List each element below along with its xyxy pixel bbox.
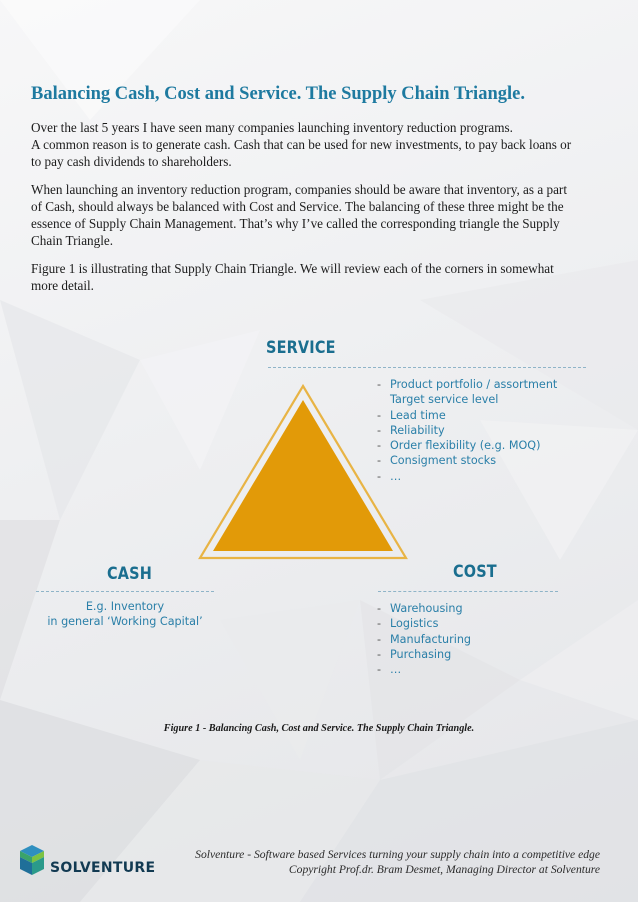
service-divider bbox=[268, 367, 586, 368]
bullet-dash: - bbox=[377, 423, 382, 437]
paragraph-3 bbox=[31, 260, 611, 294]
solventure-logo-icon bbox=[19, 845, 45, 875]
list-item-subtext: Target service level bbox=[390, 393, 499, 407]
paragraph-line: Over the last 5 years I have seen many companies launching inventory reduction programs. bbox=[31, 120, 513, 135]
list-item-text: Manufacturing bbox=[390, 632, 472, 646]
footer-line: Solventure - Software based Services turning your supply chain into a competitive edge bbox=[195, 848, 600, 861]
cash-description-line: E.g. Inventory bbox=[85, 600, 165, 613]
paragraph-line: more detail. bbox=[31, 278, 94, 293]
cost-list bbox=[377, 601, 471, 677]
list-item-text: Warehousing bbox=[390, 602, 463, 615]
paragraph-line: of Cash, should always be balanced with Cost and Service. The balancing of these three might be the bbox=[31, 199, 564, 214]
triangle-fill bbox=[213, 400, 393, 551]
list-item-text: … bbox=[390, 663, 402, 677]
cash-label: CASH bbox=[107, 564, 152, 584]
bullet-dash: - bbox=[377, 469, 382, 483]
paragraph-line: Figure 1 is illustrating that Supply Chain Triangle. We will review each of the corners in somewhat bbox=[31, 261, 554, 276]
bullet-dash: - bbox=[377, 439, 382, 453]
logo-text: SOLVENTURE bbox=[50, 860, 156, 876]
paragraph-line: Chain Triangle. bbox=[31, 233, 114, 248]
list-item-text: … bbox=[390, 469, 402, 483]
list-item-text: Consigment stocks bbox=[390, 454, 497, 468]
paragraph-1 bbox=[31, 119, 611, 170]
list-item-text: Product portfolio / assortment bbox=[390, 378, 558, 391]
list-item bbox=[377, 601, 471, 616]
bullet-dash: - bbox=[377, 647, 382, 661]
figure-caption: Figure 1 - Balancing Cash, Cost and Service. The Supply Chain Triangle. bbox=[163, 723, 475, 734]
bullet-dash: - bbox=[377, 632, 382, 646]
bullet-dash: - bbox=[377, 617, 382, 631]
cash-divider bbox=[36, 591, 214, 592]
list-item bbox=[377, 647, 471, 662]
bullet-dash: - bbox=[377, 408, 382, 422]
list-item-text: Reliability bbox=[390, 423, 445, 437]
bullet-dash: - bbox=[377, 663, 382, 677]
list-item bbox=[377, 632, 471, 647]
footer-text bbox=[195, 847, 600, 877]
cash-description bbox=[36, 599, 214, 630]
paragraph-line: A common reason is to generate cash. Cash that can be used for new investments, to pay back loans or bbox=[31, 137, 572, 152]
cash-description-line: in general ‘Working Capital’ bbox=[47, 615, 203, 629]
article-title: Balancing Cash, Cost and Service. The Supply Chain Triangle. bbox=[31, 84, 525, 104]
list-item bbox=[377, 662, 471, 677]
service-label: SERVICE bbox=[266, 338, 336, 358]
paragraph-line: When launching an inventory reduction program, companies should be aware that inventory, as a part bbox=[31, 182, 567, 197]
cost-label: COST bbox=[453, 562, 497, 582]
list-item bbox=[377, 616, 471, 631]
list-item-text: Order flexibility (e.g. MOQ) bbox=[390, 439, 541, 453]
supply-chain-triangle bbox=[196, 383, 410, 561]
list-item-text: Lead time bbox=[390, 408, 446, 422]
bullet-dash: - bbox=[377, 378, 382, 391]
cost-divider bbox=[378, 591, 558, 592]
list-item-text: Logistics bbox=[390, 617, 439, 631]
paragraph-line: essence of Supply Chain Management. That’s why I’ve called the corresponding triangle the Supply bbox=[31, 216, 560, 231]
paragraph-2 bbox=[31, 181, 611, 249]
footer-line: Copyright Prof.dr. Bram Desmet, Managing Director at Solventure bbox=[288, 863, 600, 876]
paragraph-line: to pay cash dividends to shareholders. bbox=[31, 154, 232, 169]
bullet-dash: - bbox=[377, 602, 382, 615]
list-item-text: Purchasing bbox=[390, 647, 452, 661]
bullet-dash: - bbox=[377, 454, 382, 468]
